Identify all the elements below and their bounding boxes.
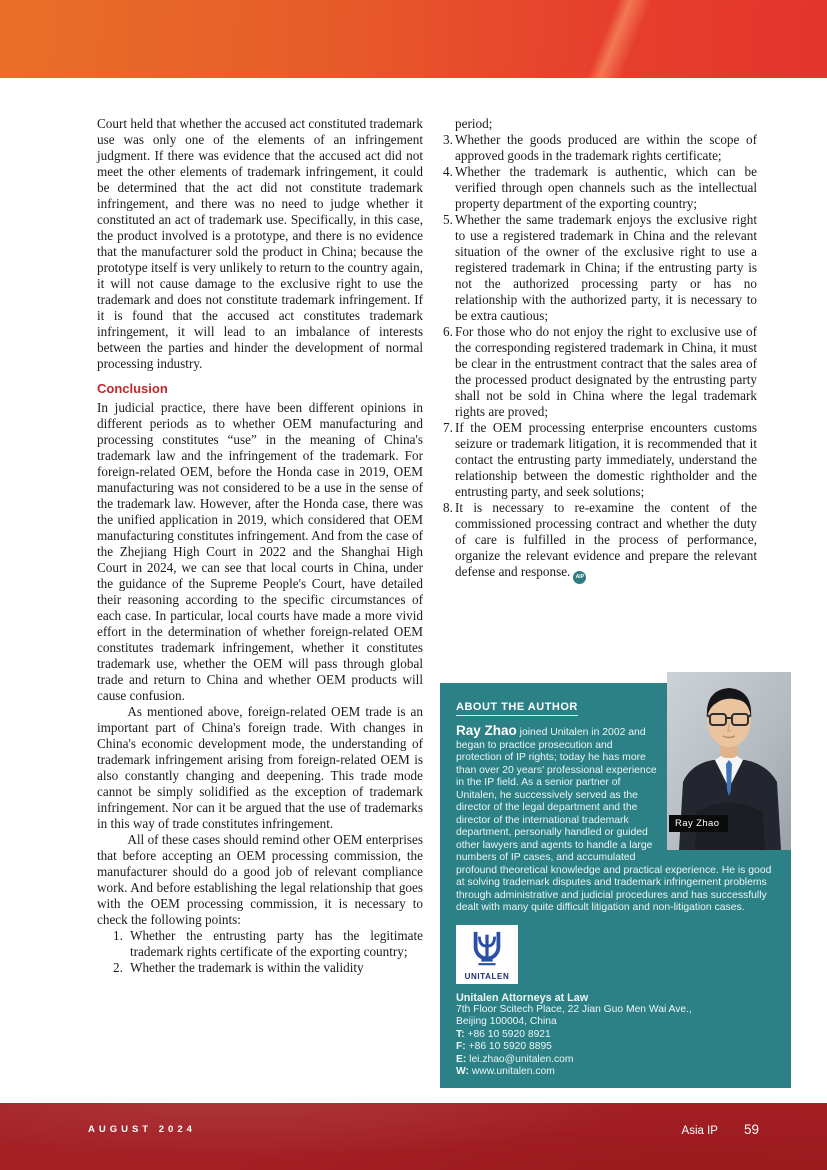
paragraph: Court held that whether the accused act constituted trademark use was only one of the elements of an infringement judgment. If there was evidence that the accused act did not meet the other elements of trademark infringement, it could be determined that the act did not constitute trademark infringement, and there was no need to judge whether it constituted an act of trademark use. Specifically, in this case, the product involved is a prototype, and there is no evidence that the manufacturer sold the product in China; because the prototype itself is very unlikely to return to the country again, it will not cause damage to the exclusive right to use the trademark and does not constitute trademark infringement. If it is found that the accused act constitutes trademark infringement, it will lead to an imbalance of interests between the parties and hinder the development of normal processing industry. xyxy=(97,116,423,371)
list-item xyxy=(443,500,757,584)
about-the-author-heading: ABOUT THE AUTHOR xyxy=(456,701,578,716)
list-text: Whether the entrusting party has the legitimate trademark rights certificate of the exporting country; xyxy=(130,928,423,959)
author-bio-text: joined Unitalen in 2002 and began to practice prosecution and protection of IP rights; today he has more than over 20 years' professional experience in the IP field. As a senior partner of Unitalen, he successively served as the director of the legal department and the director of the international trademark department, personally handled or guided other lawyers and agents to handle a large numbers of IP cases, and accumulated profound theoretical knowledge and practical experience. He is good at solving trademark disputes and trademark infringement problems through administrative and judicial procedures and has successfully dealt with many quite difficult litigation and non-litigation cases. xyxy=(456,727,772,913)
list-number: 2. xyxy=(113,960,123,975)
footer-right-group xyxy=(682,1122,759,1137)
fax-value: +86 10 5920 8895 xyxy=(465,1041,552,1053)
fax-label: F: xyxy=(456,1041,466,1053)
asiaip-end-of-article-icon: AIP xyxy=(573,571,586,584)
firm-fax xyxy=(456,1041,775,1053)
list-number: 7. xyxy=(443,420,453,435)
list-number: 4. xyxy=(443,164,453,179)
list-text: Whether the same trademark enjoys the exclusive right to use a registered trademark in China and the relevant situation of the owner of the exclusive right to use a registered trademark in China; if the entrusting party is not the authorized processing party or has no relationship with the authorized party, it is necessary to be extra cautious; xyxy=(455,212,757,323)
photo-caption: Ray Zhao xyxy=(669,815,728,832)
list-item xyxy=(443,420,757,500)
article-left-column xyxy=(97,116,423,976)
list-number: 5. xyxy=(443,212,453,227)
unitalen-emblem-icon xyxy=(469,929,505,967)
list-number: 8. xyxy=(443,500,453,515)
firm-contact-block xyxy=(456,992,775,1079)
firm-telephone xyxy=(456,1029,775,1041)
list-number: 3. xyxy=(443,132,453,147)
section-heading-conclusion: Conclusion xyxy=(97,381,168,396)
firm-email xyxy=(456,1054,775,1066)
email-label: E: xyxy=(456,1053,467,1065)
paragraph: All of these cases should remind other OEM enterprises that before accepting an OEM processing commission, the manufacturer should do a good job of relevant compliance work. And before establishing the legal relationship that goes with the OEM processing commission, it is necessary to check the following points: xyxy=(97,832,423,927)
unitalen-logo-box xyxy=(456,925,518,984)
firm-address-line: Beijing 100004, China xyxy=(456,1016,557,1028)
list-number: 6. xyxy=(443,324,453,339)
list-text: Whether the trademark is authentic, which can be verified through open channels such as the intellectual property department of the exporting country; xyxy=(455,164,757,211)
tel-label: T: xyxy=(456,1028,465,1040)
list-text: If the OEM processing enterprise encounters customs seizure or trademark litigation, it is recommended that it contact the entrusting party immediately, understand the relationship between the domestic rightholder and the entrusting party, and seek solutions; xyxy=(455,420,757,499)
author-name: Ray Zhao xyxy=(456,723,517,738)
list-item xyxy=(113,960,423,976)
tel-value: +86 10 5920 8921 xyxy=(464,1028,551,1040)
web-value: www.unitalen.com xyxy=(468,1065,555,1077)
email-value: lei.zhao@unitalen.com xyxy=(466,1053,574,1065)
list-item xyxy=(113,928,423,960)
checklist-items-3-8 xyxy=(443,132,757,584)
list-item xyxy=(443,132,757,164)
paragraph: As mentioned above, foreign-related OEM trade is an important part of China's foreign trade. With changes in China's economic development mode, the understanding of trademark infringement arising from foreign-related OEM is also constantly changing and deepening. This trade mode cannot be simply solidified as the exception of trademark infringement. Nor can it be argued that the use of trademarks in this way of trade constitutes infringement. xyxy=(97,704,423,831)
article-right-column xyxy=(437,116,757,584)
paragraph: In judicial practice, there have been different opinions in different periods as to whether OEM manufacturing and processing constitutes “use” in the meaning of China's trademark law and the infringement of the trademark. For foreign-related OEM, before the Honda case in 2019, OEM manufacturing was not considered to be a use in the sense of the trademark law. However, after the Honda case, there was the unified application in 2019, which considered that OEM manufacturing constitutes infringement. And from the case of the Zhejiang High Court in 2022 and the Shanghai High Court in 2024, we can see that local courts in China, under the guidance of the Supreme People's Court, have detailed their reasoning according to the specific circumstances of each case. In particular, local courts have made a more vivid effort in the determination of whether foreign-related OEM constitutes trademark infringement, whether it constitutes trademark use, whether the OEM will pass through global trade and return to China and whether OEM products will cause confusion. xyxy=(97,400,423,703)
continuation-line: period; xyxy=(455,116,493,131)
firm-name: Unitalen Attorneys at Law xyxy=(456,991,589,1004)
footer-brand: Asia IP xyxy=(681,1125,718,1137)
about-the-author-box xyxy=(440,683,791,1088)
author-photo xyxy=(667,672,791,850)
top-brand-band xyxy=(0,0,827,78)
footer-page-number: 59 xyxy=(743,1122,759,1137)
checklist-items-1-2 xyxy=(113,928,423,976)
footer-band xyxy=(0,1103,827,1170)
firm-website xyxy=(456,1066,775,1078)
list-item xyxy=(443,164,757,212)
list-text: Whether the goods produced are within the scope of approved goods in the trademark rights certificate; xyxy=(455,132,757,163)
list-text: Whether the trademark is within the validity xyxy=(130,960,364,975)
list-item xyxy=(443,212,757,324)
list-item xyxy=(443,324,757,420)
list-text: For those who do not enjoy the right to exclusive use of the corresponding registered trademark in China, it must be clear in the entrustment contract that the sales area of the processed product designated by the entrusting party shall not be sold in China where the legal trademark rights are proved; xyxy=(455,324,757,419)
list-number: 1. xyxy=(113,928,123,943)
footer-issue-date: AUGUST 2024 xyxy=(88,1124,196,1135)
unitalen-logo-wordmark: UNITALEN xyxy=(464,971,510,981)
firm-address-line: 7th Floor Scitech Place, 22 Jian Guo Men Wai Ave., xyxy=(456,1003,692,1015)
web-label: W: xyxy=(456,1065,469,1077)
list-text: It is necessary to re-examine the content of the commissioned processing contract and whether the duty of care is fulfilled in the process of performance, organize the relevant evidence and prepare the relevant defense and response. xyxy=(455,500,757,579)
